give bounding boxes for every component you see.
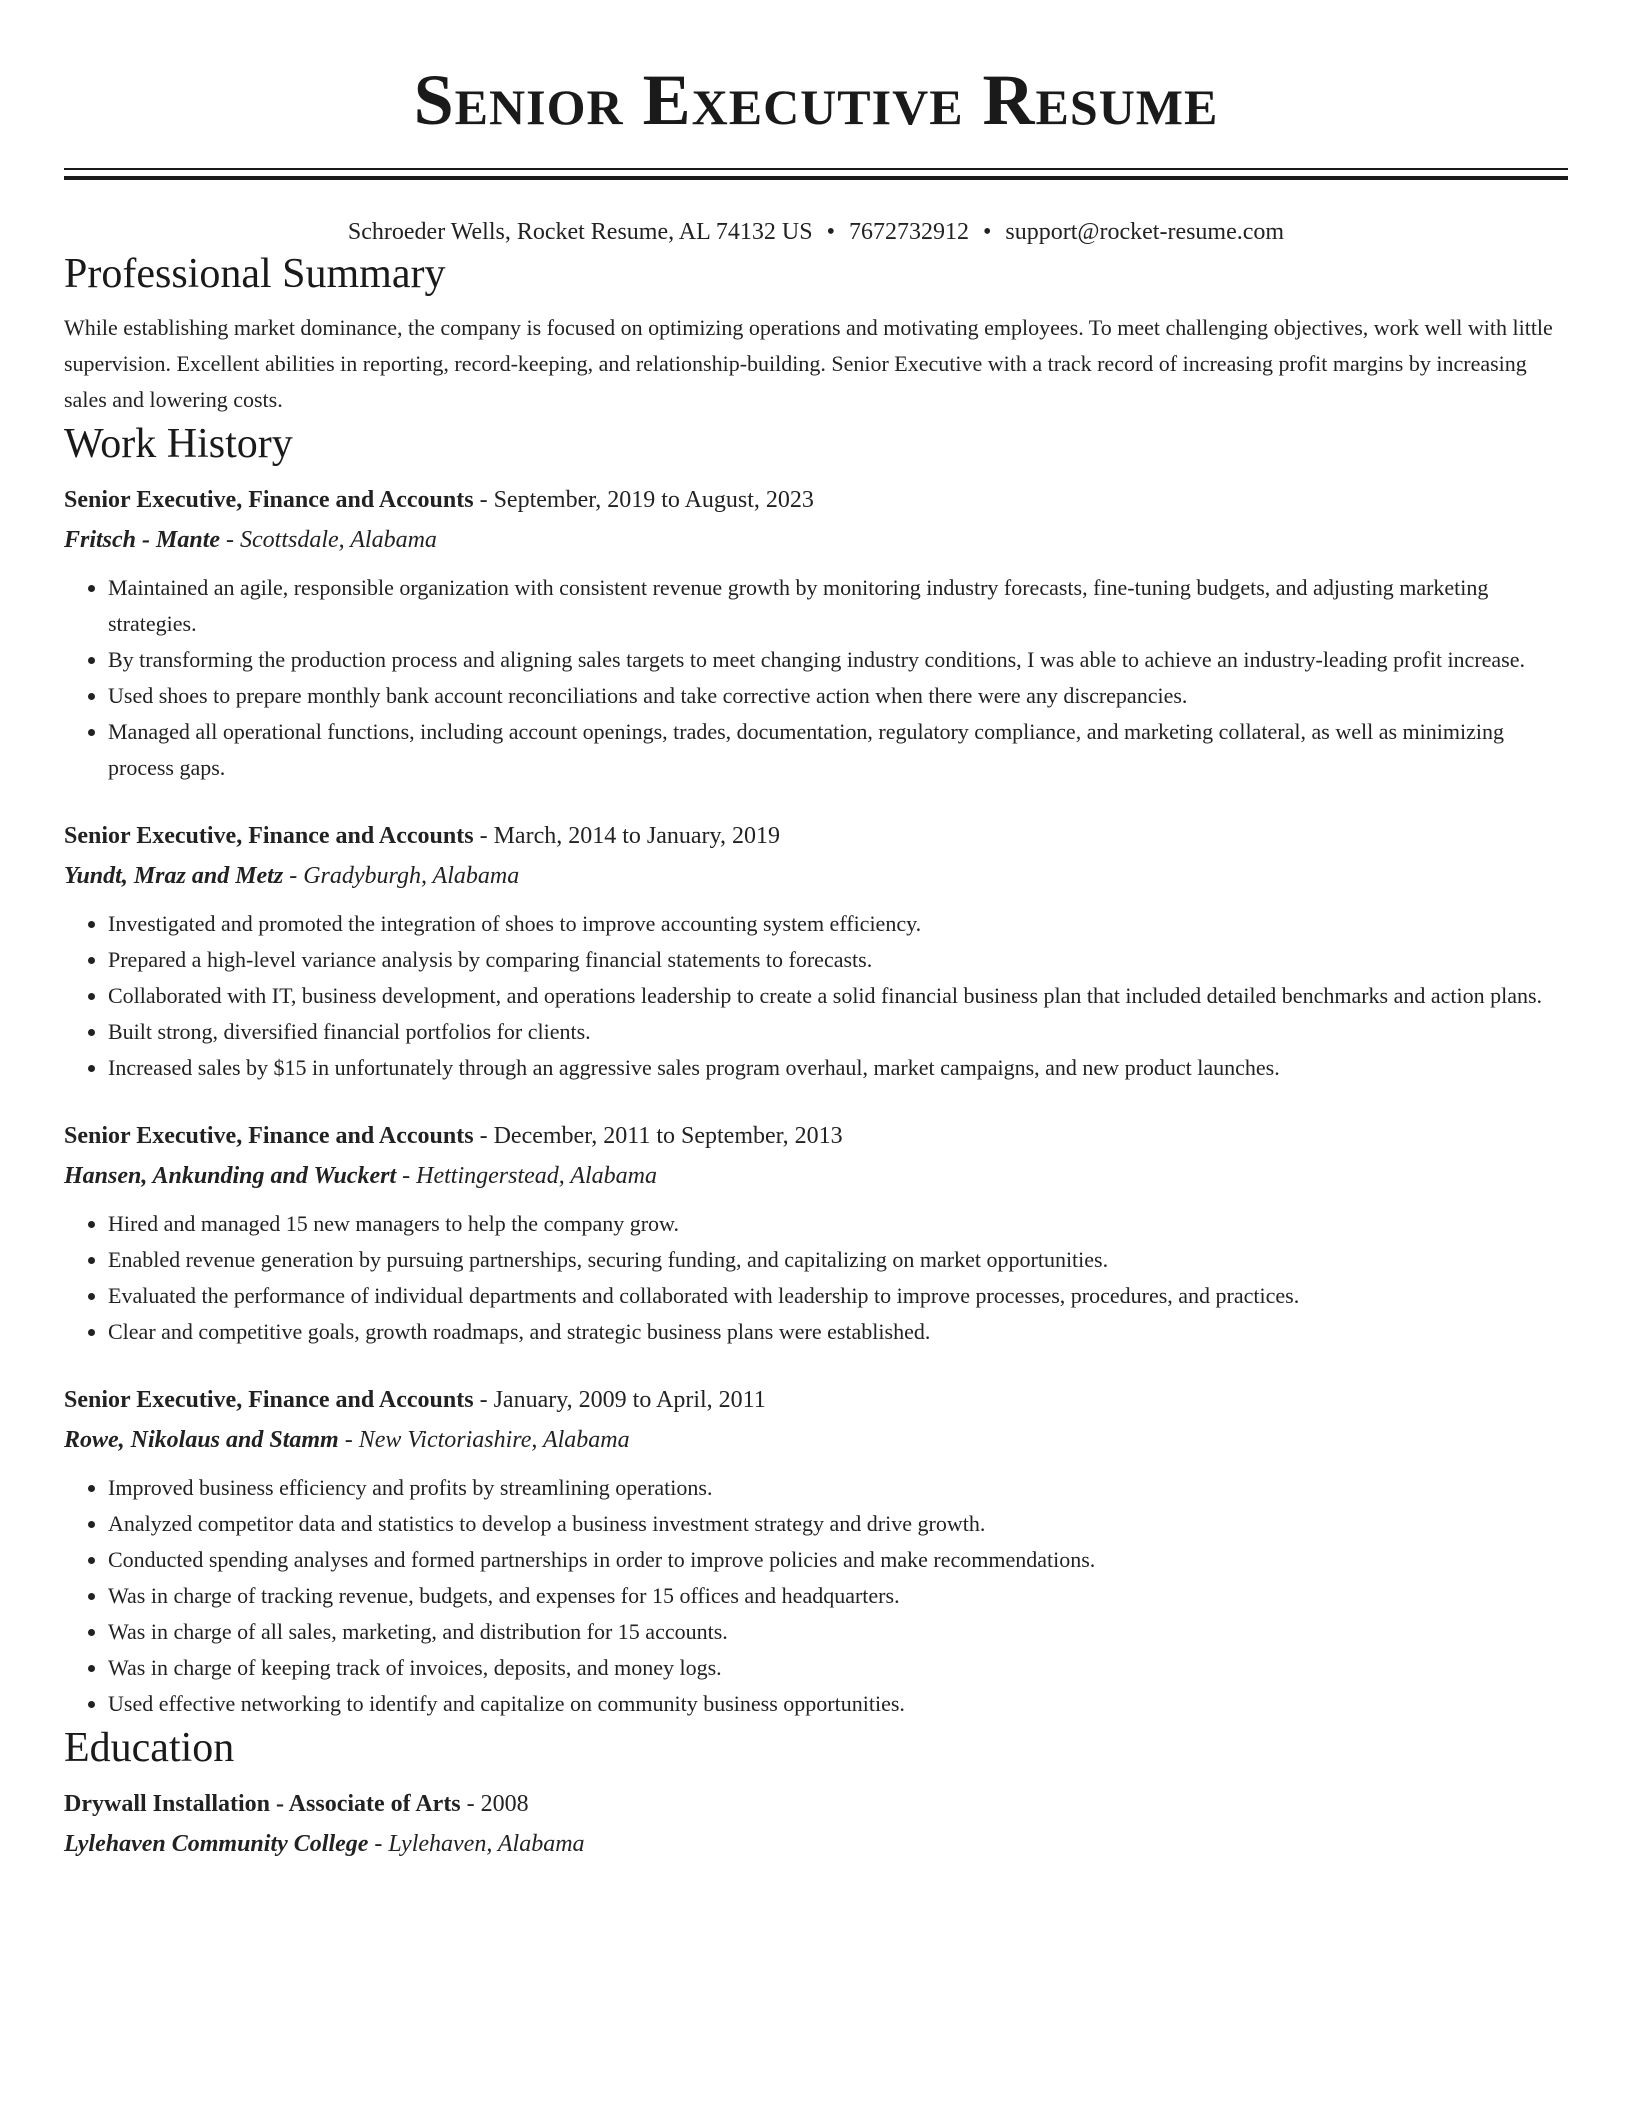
job-bullets	[64, 1206, 1568, 1350]
list-item: • Used shoes to prepare monthly bank account reconciliations and take corrective action when there were any discrepancies.	[108, 678, 1568, 714]
job-company-line	[64, 522, 1568, 558]
list-item: • Clear and competitive goals, growth roadmaps, and strategic business plans were established.	[108, 1314, 1568, 1350]
job-role: Senior Executive, Finance and Accounts	[64, 1123, 474, 1149]
education-school-line	[64, 1826, 1568, 1862]
job-dash: -	[220, 527, 241, 553]
job-dash: -	[473, 823, 494, 849]
list-item: • Managed all operational functions, including account openings, trades, documentation, regulatory compliance, and marketing collateral, as well as minimizing process gaps.	[108, 714, 1568, 786]
job-location: New Victoriashire, Alabama	[358, 1427, 630, 1453]
education-entry	[64, 1786, 1568, 1862]
list-item: • Collaborated with IT, business development, and operations leadership to create a solid financial business plan that included detailed benchmarks and action plans.	[108, 978, 1568, 1014]
list-item: • Increased sales by $15 in unfortunately through an aggressive sales program overhaul, market campaigns, and new product launches.	[108, 1050, 1568, 1086]
job-company: Fritsch - Mante	[64, 527, 221, 553]
job-dash: -	[473, 487, 494, 513]
list-item: • Was in charge of tracking revenue, budgets, and expenses for 15 offices and headquarters.	[108, 1578, 1568, 1614]
job-dash: -	[338, 1427, 359, 1453]
job-location: Gradyburgh, Alabama	[303, 863, 520, 889]
list-item: • Analyzed competitor data and statistics to develop a business investment strategy and drive growth.	[108, 1506, 1568, 1542]
list-item: • By transforming the production process and aligning sales targets to meet changing industry conditions, I was able to achieve an industry-leading profit increase.	[108, 642, 1568, 678]
job-dates: January, 2009 to April, 2011	[493, 1387, 766, 1413]
job-title-line	[64, 1118, 1568, 1154]
job-location: Scottsdale, Alabama	[240, 527, 437, 553]
job-bullets	[64, 570, 1568, 786]
education-location: Lylehaven, Alabama	[388, 1831, 585, 1857]
job-company-line	[64, 1422, 1568, 1458]
job-title-line	[64, 818, 1568, 854]
contact-separator: •	[826, 219, 835, 245]
list-item: • Maintained an agile, responsible organization with consistent revenue growth by monitoring industry forecasts, fine-tuning budgets, and adjusting marketing strategies.	[108, 570, 1568, 642]
job-dates: March, 2014 to January, 2019	[493, 823, 780, 849]
job-entry	[64, 1118, 1568, 1350]
contact-phone: 7672732912	[848, 219, 969, 245]
job-bullets	[64, 1470, 1568, 1722]
job-company: Rowe, Nikolaus and Stamm	[64, 1427, 339, 1453]
job-dash: -	[473, 1123, 494, 1149]
list-item: • Conducted spending analyses and formed partnerships in order to improve policies and make recommendations.	[108, 1542, 1568, 1578]
education-heading: Education	[64, 1725, 235, 1771]
job-company-line	[64, 1158, 1568, 1194]
job-title-line	[64, 482, 1568, 518]
job-title-line	[64, 1382, 1568, 1418]
education-title-line	[64, 1786, 1568, 1822]
job-entry	[64, 818, 1568, 1086]
contact-email: support@rocket-resume.com	[1005, 219, 1285, 245]
job-dates: September, 2019 to August, 2023	[493, 487, 814, 513]
list-item: • Evaluated the performance of individual departments and collaborated with leadership to improve processes, procedures, and practices.	[108, 1278, 1568, 1314]
education-school: Lylehaven Community College	[64, 1831, 369, 1857]
list-item: • Was in charge of all sales, marketing, and distribution for 15 accounts.	[108, 1614, 1568, 1650]
job-dash: -	[473, 1387, 494, 1413]
job-role: Senior Executive, Finance and Accounts	[64, 823, 474, 849]
list-item: • Enabled revenue generation by pursuing partnerships, securing funding, and capitalizing on market opportunities.	[108, 1242, 1568, 1278]
education-dash: -	[368, 1831, 389, 1857]
list-item: • Prepared a high-level variance analysis by comparing financial statements to forecasts.	[108, 942, 1568, 978]
education-year: 2008	[480, 1791, 529, 1817]
contact-separator: •	[982, 219, 992, 245]
job-dash: -	[396, 1163, 417, 1189]
list-item: • Was in charge of keeping track of invoices, deposits, and money logs.	[108, 1650, 1568, 1686]
job-bullets	[64, 906, 1568, 1086]
contact-address: Schroeder Wells, Rocket Resume, AL 74132 US	[347, 219, 813, 245]
work-history-heading: Work History	[64, 421, 293, 467]
contact-line	[64, 216, 1568, 248]
resume-title: Senior Executive Resume	[413, 60, 1219, 140]
list-item: • Used effective networking to identify and capitalize on community business opportunities.	[108, 1686, 1568, 1722]
job-entry	[64, 1382, 1568, 1722]
job-company-line	[64, 858, 1568, 894]
list-item: • Built strong, diversified financial portfolios for clients.	[108, 1014, 1568, 1050]
job-dates: December, 2011 to September, 2013	[493, 1123, 843, 1149]
summary-text: While establishing market dominance, the company is focused on optimizing operations and motivating employees. To meet challenging objectives, work well with little supervision. Excellent abilities in reporting, record-keeping, and relationship-building. Senior Executive with a track record of increasing profit margins by increasing sales and lowering costs.	[64, 315, 1553, 412]
summary-heading: Professional Summary	[64, 251, 446, 297]
job-entry	[64, 482, 1568, 786]
job-dash: -	[283, 863, 304, 889]
job-location: Hettingerstead, Alabama	[416, 1163, 657, 1189]
title-divider	[64, 168, 1568, 180]
list-item: • Hired and managed 15 new managers to help the company grow.	[108, 1206, 1568, 1242]
education-dash: -	[460, 1791, 481, 1817]
job-company: Hansen, Ankunding and Wuckert	[64, 1163, 397, 1189]
job-role: Senior Executive, Finance and Accounts	[64, 1387, 474, 1413]
list-item: • Improved business efficiency and profits by streamlining operations.	[108, 1470, 1568, 1506]
list-item: • Investigated and promoted the integration of shoes to improve accounting system efficiency.	[108, 906, 1568, 942]
job-role: Senior Executive, Finance and Accounts	[64, 487, 474, 513]
education-degree: Drywall Installation - Associate of Arts	[64, 1791, 461, 1817]
job-company: Yundt, Mraz and Metz	[64, 863, 284, 889]
